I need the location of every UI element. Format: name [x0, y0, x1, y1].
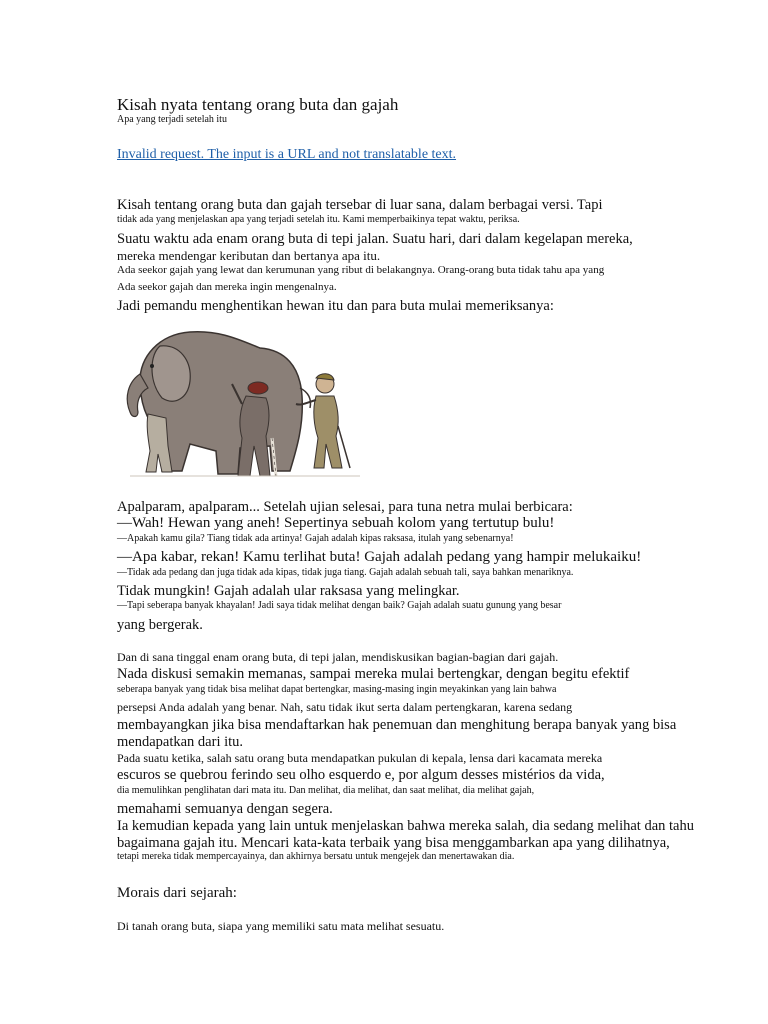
text-line: mereka mendengar keributan dan bertanya apa itu.	[117, 248, 381, 263]
text-line: Suatu waktu ada enam orang buta di tepi jalan. Suatu hari, dari dalam kegelapan mereka,	[117, 231, 633, 247]
text-line: Ada seekor gajah dan mereka ingin mengenalnya.	[117, 281, 337, 293]
elephant-illustration	[120, 326, 370, 486]
text-line: —Apa kabar, rekan! Kamu terlihat buta! Gajah adalah pedang yang hampir melukaiku!	[117, 549, 642, 565]
text-line: Tidak mungkin! Gajah adalah ular raksasa yang melingkar.	[117, 583, 460, 599]
text-line: escuros se quebrou ferindo seu olho esquerdo e, por algum desses mistérios da vida,	[117, 767, 605, 783]
text-line: Ada seekor gajah yang lewat dan kerumunan yang ribut di belakangnya. Orang-orang buta tidak tahu apa yang	[117, 264, 605, 276]
text-line: bagaimana gajah itu. Mencari kata-kata terbaik yang bisa menggambarkan apa yang dilihatnya,	[117, 835, 670, 851]
text-line: seberapa banyak yang tidak bisa melihat dapat bertengkar, masing-masing ingin meyakinkan yang lain bahwa	[117, 684, 557, 695]
text-line: —Tidak ada pedang dan juga tidak ada kipas, tidak juga tiang. Gajah adalah sebuah tali, saya bahkan menariknya.	[117, 567, 574, 578]
text-line: persepsi Anda adalah yang benar. Nah, satu tidak ikut serta dalam pertengkaran, karena sedang	[117, 700, 573, 714]
text-line: tetapi mereka tidak mempercayainya, dan akhirnya bersatu untuk mengejek dan menertawakan dia.	[117, 851, 515, 862]
text-line: Di tanah orang buta, siapa yang memiliki satu mata melihat sesuatu.	[117, 919, 445, 933]
page-title: Kisah nyata tentang orang buta dan gajah	[117, 95, 399, 114]
text-line: —Tapi seberapa banyak khayalan! Jadi saya tidak melihat dengan baik? Gajah adalah suatu gunung yang besar	[117, 600, 562, 611]
translation-link[interactable]: Invalid request. The input is a URL and not translatable text.	[117, 147, 457, 162]
text-line: Ia kemudian kepada yang lain untuk menjelaskan bahwa mereka salah, dia sedang melihat dan tahu	[117, 818, 694, 834]
text-line: —Apakah kamu gila? Tiang tidak ada artinya! Gajah adalah kipas raksasa, itulah yang sebenarnya!	[117, 533, 514, 544]
text-line: memahami semuanya dengan segera.	[117, 801, 333, 817]
text-line: Dan di sana tinggal enam orang buta, di tepi jalan, mendiskusikan bagian-bagian dari gajah.	[117, 650, 559, 664]
text-line: tidak ada yang menjelaskan apa yang terjadi setelah itu. Kami memperbaikinya tepat waktu, periksa.	[117, 214, 520, 225]
text-line: Jadi pemandu menghentikan hewan itu dan para buta mulai memeriksanya:	[117, 298, 554, 314]
text-line: Apalparam, apalparam... Setelah ujian selesai, para tuna netra mulai berbicara:	[117, 499, 573, 515]
text-line: mendapatkan dari itu.	[117, 734, 244, 750]
page-subtitle: Apa yang terjadi setelah itu	[117, 114, 227, 125]
text-line: —Wah! Hewan yang aneh! Sepertinya sebuah kolom yang tertutup bulu!	[117, 515, 555, 531]
text-line: Kisah tentang orang buta dan gajah tersebar di luar sana, dalam berbagai versi. Tapi	[117, 197, 603, 213]
section-heading: Morais dari sejarah:	[117, 885, 237, 901]
text-line: membayangkan jika bisa mendaftarkan hak penemuan dan menghitung berapa banyak yang bisa	[117, 717, 677, 733]
text-line: yang bergerak.	[117, 617, 203, 633]
text-line: dia memulihkan penglihatan dari mata itu. Dan melihat, dia melihat, dan saat melihat, dia melihat gajah,	[117, 785, 535, 796]
text-line: Pada suatu ketika, salah satu orang buta mendapatkan pukulan di kepala, lensa dari kacamata mereka	[117, 751, 603, 765]
text-line: Nada diskusi semakin memanas, sampai mereka mulai bertengkar, dengan begitu efektif	[117, 666, 630, 682]
